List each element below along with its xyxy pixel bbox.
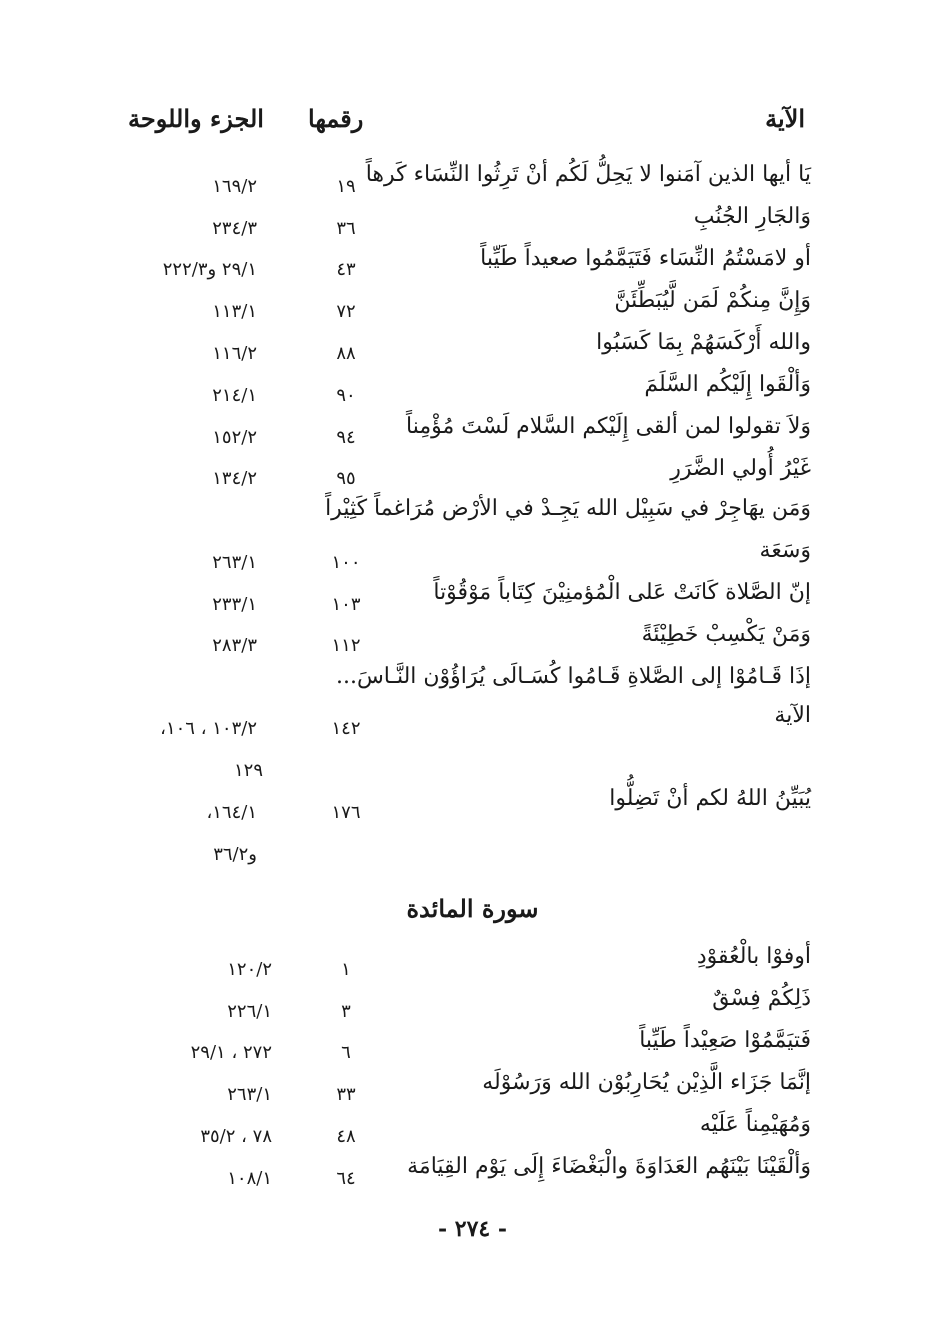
location-ref: ١٢٠/٢ xyxy=(227,959,272,980)
location-ref: ١٥٢/٢ xyxy=(212,427,257,448)
ayah-text: إنَّمَا جَزَاء الَّذِيْن يُحَارِبُوْن الله وَرَسُوْلَه xyxy=(482,1070,811,1095)
location-ref: ٢٣٤/٣ xyxy=(212,218,257,239)
ayah-text-continued: الآية xyxy=(774,703,811,728)
location-ref: ٢٣٣/١ xyxy=(212,594,257,615)
ayah-number: ١٩ xyxy=(336,176,356,197)
ayah-text: غَيْرُ أُولي الضَّرَرِ xyxy=(670,456,811,481)
ayah-text: وَإِنَّ مِنكُمْ لَمَن لَّيُبَطِّئَنَّ xyxy=(614,288,811,313)
location-ref: ٢٩/١ و٢٢٢/٣ xyxy=(162,259,257,280)
ayah-text: فَتيَمَّمُوْا صَعِيْداً طَيِّباً xyxy=(639,1028,811,1053)
ayah-number: ٨٨ xyxy=(336,343,356,364)
location-ref: ٧٨ ، ٣٥/٢ xyxy=(200,1126,272,1147)
location-ref: ٢٧٢ ، ٢٩/١ xyxy=(190,1042,272,1063)
ayah-text: وَمُهَيْمِناً عَلَيْه xyxy=(699,1112,811,1137)
location-ref: ١١٣/١ xyxy=(212,301,257,322)
ayah-number: ٤٣ xyxy=(336,259,356,280)
ayah-number: ٩٥ xyxy=(336,468,356,489)
location-ref: ٢١٤/١ xyxy=(212,385,257,406)
page-number-value: ٢٧٤ xyxy=(454,1216,491,1242)
ayah-number: ١ xyxy=(341,959,351,980)
location-ref: ١٦٩/٢ xyxy=(212,176,257,197)
ayah-text: وَألْقَيْنَا بَيْنَهُم العَدَاوَةَ والْبَغْضَاءَ إِلَى يَوْم القِيَامَة xyxy=(407,1154,811,1179)
ayah-number: ٧٢ xyxy=(336,301,356,322)
ayah-number: ٦٤ xyxy=(336,1168,356,1189)
location-ref: ٢٦٣/١ xyxy=(212,552,257,573)
ayah-text: يَا أيها الذين آمَنوا لا يَحِلُّ لَكُم أنْ تَرِثُوا النِّسَاء كَرهاً xyxy=(365,162,811,187)
page-number: - ٢٧٤ - xyxy=(437,1216,508,1242)
ayah-text: وَلاَ تقولوا لمن ألقى إِلَيْكم السَّلام لَسْتَ مُؤْمِناً xyxy=(405,414,811,439)
ayah-number: ١٤٢ xyxy=(331,718,361,739)
ayah-number: ٩٤ xyxy=(336,427,356,448)
header-ayah: الآية xyxy=(765,104,805,133)
ayah-text: يُبَيِّنُ اللهُ لكم أنْ تَضِلُّوا xyxy=(609,786,811,811)
ayah-text: ذَلِكُمْ فِسْقٌ xyxy=(712,986,811,1011)
location-ref: ١٠٨/١ xyxy=(227,1168,272,1189)
location-ref: ١٦٤/١، xyxy=(206,802,257,823)
surah-heading: سورة المائدة xyxy=(406,894,539,923)
header-location: الجزء واللوحة xyxy=(128,104,264,133)
ayah-text: أو لامَسْتُمُ النِّسَاء فَتَيَمَّمُوا صعيداً طَيِّباً xyxy=(480,246,811,271)
ayah-text-continued: وَسَعَة xyxy=(759,538,811,563)
location-ref: ٢٦٣/١ xyxy=(227,1084,272,1105)
ayah-text: والله أَرْكَسَهُمْ بِمَا كَسَبُوا xyxy=(596,330,811,355)
ayah-text: إذَا قَـامُوْا إلى الصَّلاةِ قَـامُوا كُسَـالَى يُرَاؤُوْن النَّـاسَ... xyxy=(335,664,811,689)
location-ref: ١٠٣/٢ ، ١٠٦، xyxy=(160,718,257,739)
ayah-text: وَالجَارِ الجُنُبِ xyxy=(693,204,811,229)
ayah-number: ٣٦ xyxy=(336,218,356,239)
ayah-text: وَمَن يهَاجِرْ في سَبِيْل الله يَجِـدْ في الأرْض مُرَاغماً كَثِيْراً xyxy=(325,496,811,521)
location-ref-continued: و٣٦/٢ xyxy=(213,844,257,865)
ayah-number: ١١٢ xyxy=(331,635,361,656)
ayah-number: ٩٠ xyxy=(336,385,356,406)
ayah-text: أوفوْا بالْعُقوْدِ xyxy=(696,944,811,969)
ayah-number: ١٠٣ xyxy=(331,594,361,615)
location-ref: ٢٨٣/٣ xyxy=(212,635,257,656)
location-ref-continued: ١٢٩ xyxy=(233,760,263,781)
ayah-number: ٣٣ xyxy=(336,1084,356,1105)
location-ref: ١١٦/٢ xyxy=(212,343,257,364)
ayah-text: إنّ الصَّلاة كَانَتْ عَلى الْمُؤمنِيْنَ كِتَاباً مَوْقُوْتاً xyxy=(433,580,811,605)
location-ref: ١٣٤/٢ xyxy=(212,468,257,489)
ayah-number: ١٠٠ xyxy=(331,552,361,573)
ayah-text: وَمَنْ يَكْسِبْ خَطِيْئَةً xyxy=(641,622,811,647)
ayah-number: ١٧٦ xyxy=(331,802,361,823)
ayah-number: ٦ xyxy=(341,1042,351,1063)
location-ref: ٢٢٦/١ xyxy=(227,1001,272,1022)
ayah-number: ٤٨ xyxy=(336,1126,356,1147)
ayah-text: وَألْقَوا إِلَيْكُم السَّلَمَ xyxy=(644,372,811,397)
header-number: رقمها xyxy=(308,104,364,133)
ayah-number: ٣ xyxy=(341,1001,351,1022)
